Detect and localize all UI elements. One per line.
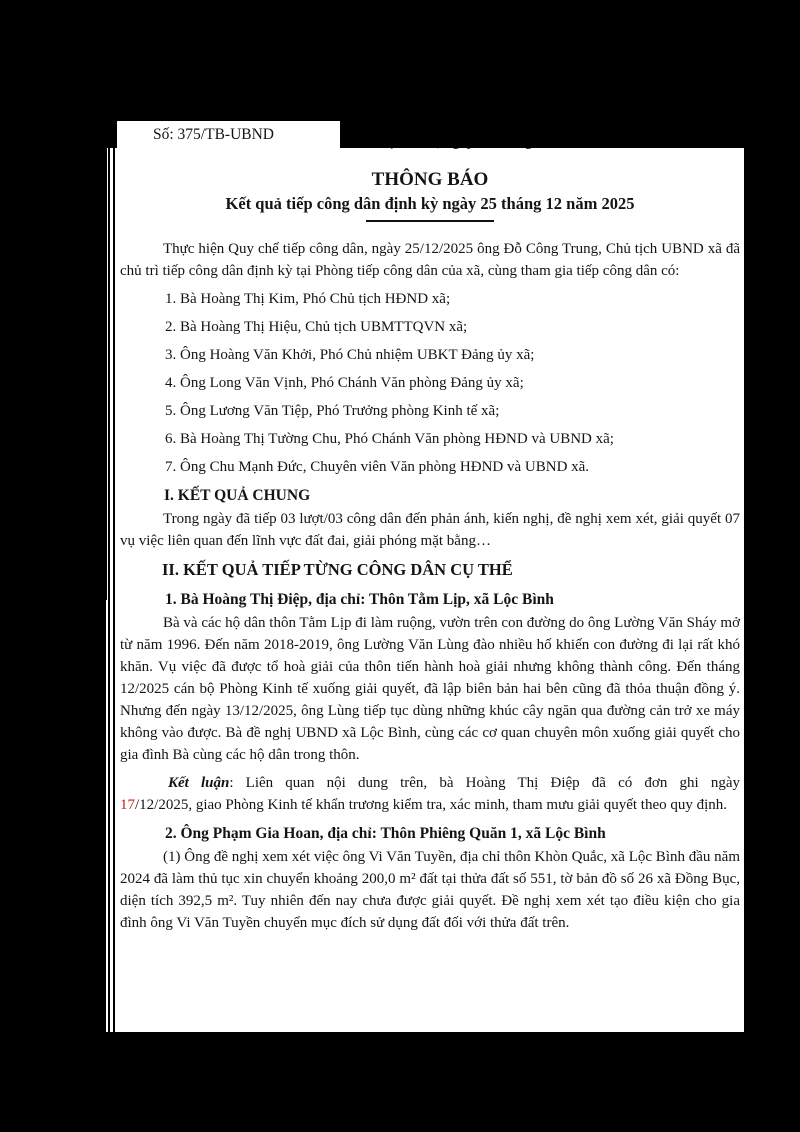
attendee-item-3: 3. Ông Hoàng Văn Khởi, Phó Chủ nhiệm UBKT Đảng ủy xã; bbox=[165, 347, 535, 363]
section-2-heading: II. KẾT QUẢ TIẾP TỪNG CÔNG DÂN CỤ THỂ bbox=[162, 560, 513, 579]
document-page bbox=[106, 148, 744, 1032]
scan-blot-left-step bbox=[0, 598, 66, 614]
margin-mark-block-3 bbox=[74, 838, 106, 1032]
attendee-item-7: 7. Ông Chu Mạnh Đức, Chuyên viên Văn phòng HĐND và UBND xã. bbox=[165, 459, 590, 475]
margin-mark-block-1 bbox=[74, 612, 106, 762]
attendee-item-2: 2. Bà Hoàng Thị Hiệu, Chủ tịch UBMTTQVN xã; bbox=[165, 319, 468, 335]
case-2-heading: 2. Ông Phạm Gia Hoan, địa chỉ: Thôn Phiêng Quăn 1, xã Lộc Bình bbox=[165, 825, 606, 842]
scan-border-bottom bbox=[0, 1032, 800, 1132]
document-title: THÔNG BÁO bbox=[371, 169, 489, 190]
page-left-border-line-inner bbox=[113, 148, 115, 1032]
case-1-conclusion bbox=[120, 772, 740, 816]
margin-mark-block-2 bbox=[74, 778, 106, 818]
section-1-heading: I. KẾT QUẢ CHUNG bbox=[164, 487, 311, 504]
document-number: Số: 375/TB-UBND bbox=[153, 126, 274, 143]
case-1-body: Bà và các hộ dân thôn Tằm Lịp đi làm ruộng, vườn trên con đường do ông Lường Văn Sháy mở từ năm 1996. Đến năm 2018-2019, ông Lường Văn Lùng đào nhiều hố khiến con đường đi lại rất khó khăn. Vụ việc đã được tổ hoà giải của thôn tiến hành hoà giải nhưng không thành công. Đến tháng 12/2025 cán bộ Phòng Kinh tế xuống giải quyết, đã lập biên bản hai bên cũng đã thỏa thuận đồng ý. Nhưng đến ngày 13/12/2025, ông Lùng tiếp tục dùng những khúc cây ngăn qua đường cản trở xe máy không vào được. Bà đề nghị UBND xã Lộc Bình, cùng các cơ quan chuyên môn xuống giải quyết cho gia đình Bà cùng các hộ dân trong thôn. bbox=[120, 615, 740, 763]
attendee-item-6: 6. Bà Hoàng Thị Tường Chu, Phó Chánh Văn phòng HĐND và UBND xã; bbox=[165, 431, 614, 447]
scan-border-right bbox=[744, 0, 800, 1132]
scan-left-thin-line bbox=[66, 600, 68, 1032]
conclusion-rest bbox=[120, 794, 740, 816]
conclusion-first-line bbox=[120, 772, 740, 794]
scan-blot-bottom-left bbox=[0, 918, 62, 1032]
intro-paragraph: Thực hiện Quy chế tiếp công dân, ngày 25/12/2025 ông Đỗ Công Trung, Chủ tịch UBND xã đã chủ trì tiếp công dân định kỳ tại Phòng tiếp công dân của xã, cùng tham gia tiếp công dân có: bbox=[120, 241, 740, 279]
case-2-body: (1) Ông đề nghị xem xét việc ông Vi Văn Tuyền, địa chỉ thôn Khòn Quắc, xã Lộc Bình đầu năm 2024 đã làm thủ tục xin chuyển khoảng 200,0 m² đất tại thửa đất số 551, tờ bản đồ số 26 xã Đồng Bục, diện tích 392,5 m². Tuy nhiên đến nay chưa được giải quyết. Đề nghị xem xét tạo điều kiện cho gia đình ông Vi Văn Tuyền chuyển mục đích sử dụng đất đối với thửa đất trên. bbox=[120, 849, 740, 931]
attendee-item-1: 1. Bà Hoàng Thị Kim, Phó Chủ tịch HĐND xã; bbox=[165, 291, 451, 307]
scan-blot-left-top bbox=[0, 148, 107, 600]
conclusion-line1-text: : Liên quan nội dung trên, bà Hoàng Thị Điệp đã có đơn ghi ngày bbox=[229, 775, 740, 791]
conclusion-rest-text: /12/2025, giao Phòng Kinh tế khẩn trương kiểm tra, xác minh, tham mưu giải quyết theo quy định. bbox=[135, 797, 728, 813]
attendee-item-5: 5. Ông Lương Văn Tiệp, Phó Trưởng phòng Kinh tế xã; bbox=[165, 403, 500, 419]
case-1-heading: 1. Bà Hoàng Thị Điệp, địa chỉ: Thôn Tằm Lịp, xã Lộc Bình bbox=[165, 591, 554, 608]
attendee-item-4: 4. Ông Long Văn Vịnh, Phó Chánh Văn phòng Đảng ủy xã; bbox=[165, 375, 524, 391]
title-underline bbox=[366, 220, 494, 222]
document-subtitle: Kết quả tiếp công dân định kỳ ngày 25 tháng 12 năm 2025 bbox=[225, 194, 635, 213]
conclusion-label: Kết luận bbox=[168, 775, 230, 791]
page-left-border-line-outer bbox=[108, 148, 110, 1032]
section-1-body: Trong ngày đã tiếp 03 lượt/03 công dân đến phản ánh, kiến nghị, đề nghị xem xét, giải quyết 07 vụ việc liên quan đến lĩnh vực đất đai, giải phóng mặt bằng… bbox=[120, 511, 740, 549]
conclusion-red-date: 17 bbox=[120, 797, 135, 813]
document-number-box bbox=[117, 121, 340, 148]
